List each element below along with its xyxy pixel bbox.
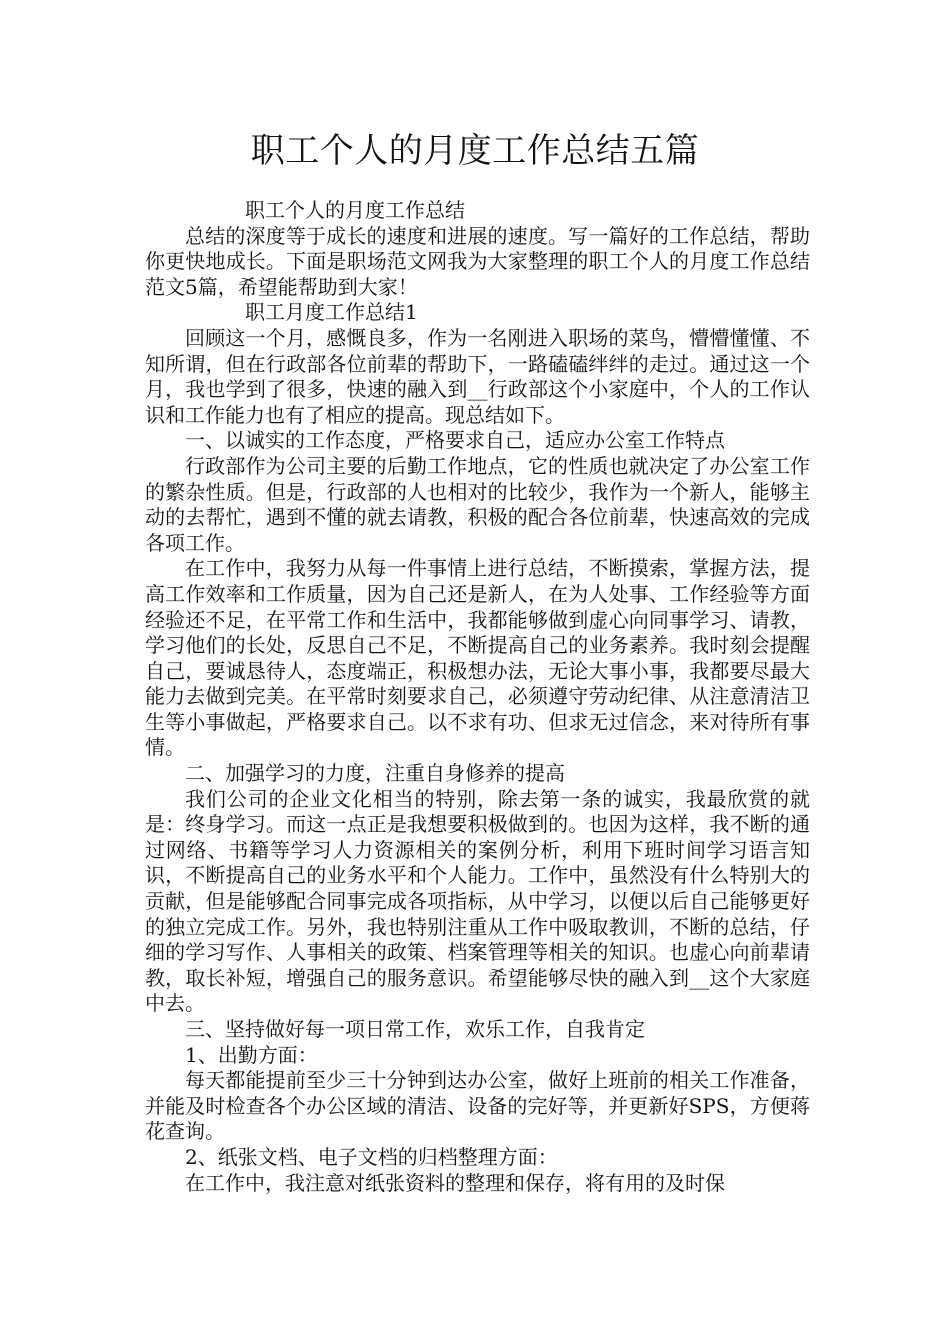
document-body <box>145 198 810 1196</box>
paragraph: 总结的深度等于成长的速度和进展的速度。写一篇好的工作总结，帮助你更快地成长。下面是职场范文网我为大家整理的职工个人的月度工作总结范文5篇，希望能帮助到大家！ <box>145 223 810 299</box>
paragraph: 每天都能提前至少三十分钟到达办公室，做好上班前的相关工作准备，并能及时检查各个办公区域的清洁、设备的完好等，并更新好SPS，方便蒋花查询。 <box>145 1068 810 1144</box>
section-heading: 三、坚持做好每一项日常工作，欢乐工作，自我肯定 <box>185 1017 645 1041</box>
subheading: 职工个人的月度工作总结 <box>245 198 465 222</box>
paragraph: 在工作中，我努力从每一件事情上进行总结，不断摸索，掌握方法，提高工作效率和工作质量，因为自己还是新人，在为人处事、工作经验等方面经验还不足，在平常工作和生活中，我都能够做到虚心向同事学习、请教，学习他们的长处，反思自己不足，不断提高自己的业务素养。我时刻会提醒自己，要诚恳待人，态度端正，积极想办法，无论大事小事，我都要尽最大能力去做到完美。在平常时刻要求自己，必须遵守劳动纪律、从注意清洁卫生等小事做起，严格要求自己。以不求有功、但求无过信念，来对待所有事情。 <box>145 556 810 760</box>
paragraph: 我们公司的企业文化相当的特别，除去第一条的诚实，我最欣赏的就是：终身学习。而这一点正是我想要积极做到的。也因为这样，我不断的通过网络、书籍等学习人力资源相关的案例分析，利用下班时间学习语言知识，不断提高自己的业务水平和个人能力。工作中，虽然没有什么特别大的贡献，但是能够配合同事完成各项指标，从中学习，以便以后自己能够更好的独立完成工作。另外，我也特别注重从工作中吸取教训，不断的总结，仔细的学习写作、人事相关的政策、档案管理等相关的知识。也虚心向前辈请教，取长补短，增强自己的服务意识。希望能够尽快的融入到__这个大家庭中去。 <box>145 786 810 1016</box>
paragraph: 行政部作为公司主要的后勤工作地点，它的性质也就决定了办公室工作的繁杂性质。但是，行政部的人也相对的比较少，我作为一个新人，能够主动的去帮忙，遇到不懂的就去请教，积极的配合各位前辈，快速高效的完成各项工作。 <box>145 453 810 555</box>
section-heading: 二、加强学习的力度，注重自身修养的提高 <box>185 761 565 786</box>
list-heading: 2、纸张文档、电子文档的归档整理方面： <box>185 1144 558 1169</box>
list-heading: 1、出勤方面： <box>185 1042 318 1067</box>
paragraph: 回顾这一个月，感慨良多，作为一名刚进入职场的菜鸟，懵懵懂懂、不知所谓，但在行政部各位前辈的帮助下，一路磕磕绊绊的走过。通过这一个月，我也学到了很多，快速的融入到__行政部这个小家庭中，个人的工作认识和工作能力也有了相应的提高。现总结如下。 <box>145 325 810 427</box>
paragraph: 在工作中，我注意对纸张资料的整理和保存，将有用的及时保 <box>185 1170 725 1195</box>
subheading: 职工月度工作总结1 <box>245 300 418 325</box>
section-heading: 一、以诚实的工作态度，严格要求自己，适应办公室工作特点 <box>185 428 725 453</box>
page-title: 职工个人的月度工作总结五篇 <box>250 131 700 171</box>
